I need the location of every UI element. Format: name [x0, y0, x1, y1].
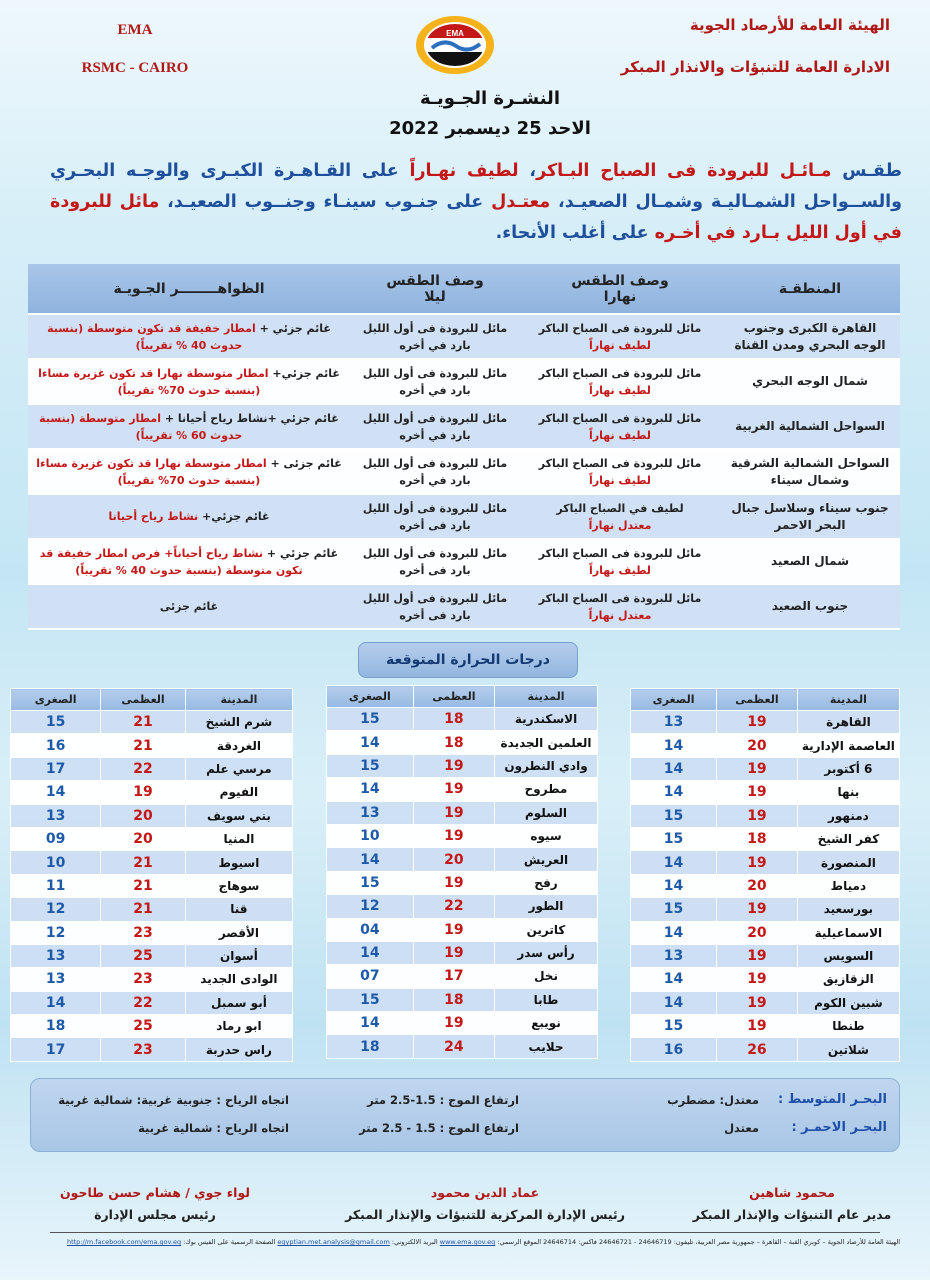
city-name: سوهاج	[185, 874, 292, 897]
max-temp: 19	[413, 1012, 494, 1035]
temp-row	[327, 754, 598, 777]
org-name: الهيئة العامة للأرصاد الجوية	[689, 16, 890, 34]
min-temp: 14	[631, 734, 717, 757]
city-name: رأس سدر	[495, 941, 598, 964]
max-temp: 19	[717, 781, 798, 804]
max-temp: 22	[101, 757, 186, 780]
temp-row	[327, 895, 598, 918]
max-temp: 19	[717, 757, 798, 780]
day-weather-cell: مائل للبرودة فى الصباح الباكر لطيف نهاراً	[520, 449, 720, 494]
min-temp: 15	[327, 871, 414, 894]
min-temp: 13	[327, 801, 414, 824]
max-temp: 21	[101, 734, 186, 757]
min-temp: 15	[631, 827, 717, 850]
max-temp: 25	[101, 1015, 186, 1038]
sea-row-red-sea	[31, 1117, 899, 1139]
city-name: كاترين	[495, 918, 598, 941]
max-temp: 25	[101, 944, 186, 967]
max-temp: 19	[413, 871, 494, 894]
day-weather-cell: لطيف في الصباح الباكر معتدل نهاراً	[520, 494, 720, 539]
min-temp: 14	[631, 851, 717, 874]
city-name: الفيوم	[185, 781, 292, 804]
wind-direction: اتجاه الرياح : جنوبية غربية: شمالية غربية	[58, 1093, 289, 1107]
night-weather-cell: مائل للبرودة فى أول الليل بارد في أخره	[350, 449, 520, 494]
city-name: مرسي علم	[185, 757, 292, 780]
city-name: نويبع	[495, 1012, 598, 1035]
facebook-link[interactable]: http://m.facebook.com/ema.gov.eg	[66, 1238, 182, 1246]
region-cell: جنوب سيناء وسلاسل جبال البحر الاحمر	[720, 494, 900, 539]
max-temp: 19	[413, 918, 494, 941]
col-min: الصغرى	[327, 686, 414, 708]
city-name: القاهرة	[797, 711, 899, 734]
sea-state-box	[30, 1078, 900, 1152]
phenomena-cell: غائم جزئي+ امطار متوسطة نهارا قد تكون غزيرة مساءا (بنسبة حدوث 70% تقريباً)	[28, 359, 350, 404]
city-name: الاسماعيلية	[797, 921, 899, 944]
max-temp: 19	[413, 778, 494, 801]
day-weather-cell: مائل للبرودة فى الصباح الباكر لطيف نهاراً	[520, 359, 720, 404]
temp-row	[11, 757, 293, 780]
city-name: كفر الشيخ	[797, 827, 899, 850]
max-temp: 21	[101, 851, 186, 874]
temp-row	[631, 781, 900, 804]
min-temp: 14	[631, 991, 717, 1014]
temp-row	[11, 921, 293, 944]
max-temp: 19	[413, 754, 494, 777]
forecast-row	[28, 404, 900, 449]
svg-text:EMA: EMA	[446, 29, 464, 38]
min-temp: 16	[631, 1038, 717, 1061]
temp-row	[11, 734, 293, 757]
min-temp: 14	[327, 848, 414, 871]
temp-row	[327, 824, 598, 847]
temps-table-left	[10, 688, 293, 1062]
city-name: أسوان	[185, 944, 292, 967]
min-temp: 14	[11, 991, 101, 1014]
max-temp: 19	[717, 968, 798, 991]
city-name: بورسعيد	[797, 898, 899, 921]
website-link[interactable]: www.ema.gov.eg	[439, 1238, 496, 1246]
forecast-row	[28, 494, 900, 539]
city-name: دمياط	[797, 874, 899, 897]
forecast-row	[28, 539, 900, 584]
city-name: مطروح	[495, 778, 598, 801]
min-temp: 13	[631, 944, 717, 967]
temp-row	[327, 731, 598, 754]
max-temp: 18	[413, 731, 494, 754]
max-temp: 20	[101, 804, 186, 827]
phenomena-cell: غائم جزئي + نشاط رياح أحياناً+ فرص امطار خفيفة قد تكون متوسطة (بنسبة حدوث 40 % تقريباً)	[28, 539, 350, 584]
temp-row	[11, 1015, 293, 1038]
temp-row	[327, 801, 598, 824]
sea-row-mediterranean	[31, 1089, 899, 1111]
city-name: الزقازيق	[797, 968, 899, 991]
city-name: العلمين الجديدة	[495, 731, 598, 754]
temp-row	[631, 757, 900, 780]
temp-row	[11, 874, 293, 897]
temp-row	[327, 941, 598, 964]
temp-row	[327, 871, 598, 894]
city-name: حلايب	[495, 1035, 598, 1058]
max-temp: 19	[101, 781, 186, 804]
temp-row	[631, 921, 900, 944]
forecast-row	[28, 359, 900, 404]
min-temp: 18	[327, 1035, 414, 1058]
min-temp: 09	[11, 827, 101, 850]
min-temp: 12	[327, 895, 414, 918]
night-weather-cell: مائل للبرودة فى أول الليل بارد فى أخره	[350, 494, 520, 539]
min-temp: 14	[327, 778, 414, 801]
min-temp: 14	[327, 731, 414, 754]
forecast-header-row	[28, 264, 900, 314]
max-temp: 18	[413, 708, 494, 731]
temp-row	[327, 708, 598, 731]
night-weather-cell: مائل للبرودة فى أول الليل بارد في أخره	[350, 404, 520, 449]
wave-height: ارتفاع الموج : 1.5 - 2.5 متر	[359, 1121, 519, 1135]
night-weather-cell: مائل للبرودة فى أول الليل بارد في أخره	[350, 314, 520, 359]
col-max: العظمى	[101, 689, 186, 711]
max-temp: 24	[413, 1035, 494, 1058]
city-name: قنا	[185, 898, 292, 921]
min-temp: 14	[327, 1012, 414, 1035]
min-temp: 11	[11, 874, 101, 897]
day-weather-cell: مائل للبرودة فى الصباح الباكر لطيف نهاراً	[520, 539, 720, 584]
min-temp: 14	[631, 874, 717, 897]
day-weather-cell: مائل للبرودة فى الصباح الباكر لطيف نهاراً	[520, 404, 720, 449]
max-temp: 21	[101, 874, 186, 897]
city-name: الطور	[495, 895, 598, 918]
forecast-row	[28, 314, 900, 359]
col-min: الصغرى	[631, 689, 717, 711]
temp-row	[631, 1015, 900, 1038]
org-department: الادارة العامة للتنبؤات والانذار المبكر	[620, 58, 890, 76]
min-temp: 16	[11, 734, 101, 757]
min-temp: 14	[631, 757, 717, 780]
col-day: وصف الطقس نهارا	[520, 264, 720, 314]
min-temp: 14	[11, 781, 101, 804]
region-cell: السواحل الشمالية الغربية	[720, 404, 900, 449]
night-weather-cell: مائل للبرودة فى أول الليل بارد فى أخره	[350, 584, 520, 629]
temp-row	[327, 848, 598, 871]
max-temp: 19	[717, 944, 798, 967]
max-temp: 22	[413, 895, 494, 918]
wave-height: ارتفاع الموج : 1.5-2.5 متر	[367, 1093, 519, 1107]
max-temp: 19	[717, 804, 798, 827]
city-name: طابا	[495, 988, 598, 1011]
temp-row	[11, 827, 293, 850]
weather-summary: طقـس مـائـل للبرودة فى الصباح البـاكر، لطيف نهـاراً على القـاهـرة الكبـرى والوجـه البحـري والســواحل الشمـاليـة وشمـال الصعيـد، معتـدل على جنـوب سينـاء وجنــوب الصعيـد، مائل للبرودة في أول الليل بـارد في أخـره على أغلب الأنحاء.	[50, 161, 903, 243]
temp-row	[631, 991, 900, 1014]
city-name: الاسكندرية	[495, 708, 598, 731]
max-temp: 19	[717, 898, 798, 921]
min-temp: 15	[11, 711, 101, 734]
min-temp: 12	[11, 921, 101, 944]
col-region: المنطقـة	[720, 264, 900, 314]
temp-row	[631, 851, 900, 874]
temp-row	[11, 804, 293, 827]
city-name: السلوم	[495, 801, 598, 824]
min-temp: 15	[631, 804, 717, 827]
day-weather-cell: مائل للبرودة فى الصباح الباكر لطيف نهاراً	[520, 314, 720, 359]
signature-forecast-director: محمود شاهين مدير عام التنبؤات والإنذار المبكر	[692, 1185, 892, 1222]
region-cell: شمال الصعيد	[720, 539, 900, 584]
max-temp: 19	[717, 711, 798, 734]
temp-row	[327, 918, 598, 941]
night-weather-cell: مائل للبرودة فى أول الليل بارد فى أخره	[350, 539, 520, 584]
temps-header-row	[11, 689, 293, 711]
min-temp: 17	[11, 757, 101, 780]
temp-row	[631, 874, 900, 897]
max-temp: 21	[101, 711, 186, 734]
max-temp: 26	[717, 1038, 798, 1061]
city-name: بني سويف	[185, 804, 292, 827]
max-temp: 19	[413, 801, 494, 824]
temperatures-title: درجات الحرارة المتوقعة	[358, 642, 578, 678]
max-temp: 19	[413, 941, 494, 964]
temp-row	[11, 711, 293, 734]
sea-name: البحـر الاحمـر :	[791, 1120, 887, 1135]
temp-row	[631, 944, 900, 967]
temp-row	[631, 827, 900, 850]
regional-forecast-table	[28, 264, 900, 630]
col-city: المدينة	[185, 689, 292, 711]
forecast-row	[28, 584, 900, 629]
max-temp: 22	[101, 991, 186, 1014]
min-temp: 15	[631, 898, 717, 921]
min-temp: 14	[631, 921, 717, 944]
city-name: أبو سمبل	[185, 991, 292, 1014]
max-temp: 23	[101, 921, 186, 944]
signature-chairman: لواء جوي / هشام حسن طاحون رئيس مجلس الإدارة	[59, 1185, 251, 1222]
min-temp: 10	[11, 851, 101, 874]
col-night: وصف الطقس ليلا	[350, 264, 520, 314]
night-weather-cell: مائل للبرودة فى أول الليل بارد في أخره	[350, 359, 520, 404]
col-city: المدينة	[495, 686, 598, 708]
max-temp: 20	[717, 921, 798, 944]
min-temp: 12	[11, 898, 101, 921]
max-temp: 19	[413, 824, 494, 847]
region-cell: السواحل الشمالية الشرقية وشمال سيناء	[720, 449, 900, 494]
max-temp: 23	[101, 1038, 186, 1061]
min-temp: 15	[631, 1015, 717, 1038]
city-name: بنها	[797, 781, 899, 804]
bulletin-date: الاحد 25 ديسمبر 2022	[389, 118, 591, 139]
region-cell: القاهرة الكبرى وجنوب الوجه البحري ومدن القناة	[720, 314, 900, 359]
city-name: العريش	[495, 848, 598, 871]
city-name: شلاتين	[797, 1038, 899, 1061]
temp-row	[327, 1035, 598, 1058]
city-name: طنطا	[797, 1015, 899, 1038]
min-temp: 15	[327, 988, 414, 1011]
temp-row	[631, 968, 900, 991]
temp-row	[631, 898, 900, 921]
phenomena-cell: غائم جزئي+ نشاط رياح أحيانا	[28, 494, 350, 539]
temp-row	[327, 988, 598, 1011]
wind-direction: اتجاه الرياح : شمالية غربية	[138, 1121, 289, 1135]
email-link[interactable]: egyptian.met.analysis@gmail.com	[277, 1238, 390, 1246]
city-name: رفح	[495, 871, 598, 894]
city-name: راس حدربة	[185, 1038, 292, 1061]
day-weather-cell: مائل للبرودة فى الصباح الباكر معتدل نهاراً	[520, 584, 720, 629]
min-temp: 07	[327, 965, 414, 988]
signature-central-director: عماد الدين محمود رئيس الإدارة المركزية للتنبؤات والإنذار المبكر	[345, 1185, 625, 1222]
temp-row	[327, 965, 598, 988]
min-temp: 13	[11, 944, 101, 967]
rsmc-label: RSMC - CAIRO	[81, 60, 189, 76]
phenomena-cell: غائم جزئي + امطار خفيفة قد تكون متوسطة (بنسبة حدوث 40 % تقريباً)	[28, 314, 350, 359]
min-temp: 10	[327, 824, 414, 847]
min-temp: 15	[327, 754, 414, 777]
sea-condition: معتدل	[724, 1121, 759, 1135]
temp-row	[631, 804, 900, 827]
min-temp: 13	[11, 968, 101, 991]
min-temp: 14	[327, 941, 414, 964]
max-temp: 21	[101, 898, 186, 921]
city-name: الأقصر	[185, 921, 292, 944]
max-temp: 18	[413, 988, 494, 1011]
col-phenomena: الظواهــــــــر الجـويـة	[28, 264, 350, 314]
temp-row	[631, 711, 900, 734]
temp-row	[631, 1038, 900, 1061]
region-cell: جنوب الصعيد	[720, 584, 900, 629]
city-name: وادي النطرون	[495, 754, 598, 777]
temp-row	[11, 991, 293, 1014]
city-name: المنصورة	[797, 851, 899, 874]
ema-logo	[414, 14, 496, 76]
ema-label: EMA	[117, 22, 153, 38]
sea-condition: معتدل: مضطرب	[667, 1093, 759, 1107]
col-city: المدينة	[797, 689, 899, 711]
city-name: نخل	[495, 965, 598, 988]
city-name: اسيوط	[185, 851, 292, 874]
max-temp: 20	[717, 874, 798, 897]
city-name: الغردقة	[185, 734, 292, 757]
region-cell: شمال الوجه البحري	[720, 359, 900, 404]
city-name: ابو رماد	[185, 1015, 292, 1038]
max-temp: 23	[101, 968, 186, 991]
max-temp: 19	[717, 1015, 798, 1038]
city-name: شرم الشيخ	[185, 711, 292, 734]
city-name: الوادى الجديد	[185, 968, 292, 991]
min-temp: 14	[631, 968, 717, 991]
min-temp: 13	[11, 804, 101, 827]
bulletin-title: النشـرة الجـويـة	[419, 88, 560, 109]
max-temp: 20	[413, 848, 494, 871]
temp-row	[11, 1038, 293, 1061]
city-name: شبين الكوم	[797, 991, 899, 1014]
min-temp: 18	[11, 1015, 101, 1038]
min-temp: 15	[327, 708, 414, 731]
city-name: المنيا	[185, 827, 292, 850]
max-temp: 19	[717, 991, 798, 1014]
max-temp: 20	[101, 827, 186, 850]
forecast-row	[28, 449, 900, 494]
temps-table-right	[630, 688, 900, 1062]
temp-row	[11, 968, 293, 991]
temp-row	[11, 898, 293, 921]
city-name: دمنهور	[797, 804, 899, 827]
city-name: السويس	[797, 944, 899, 967]
min-temp: 14	[631, 781, 717, 804]
temp-row	[327, 778, 598, 801]
temps-header-row	[327, 686, 598, 708]
city-name: سيوه	[495, 824, 598, 847]
max-temp: 20	[717, 734, 798, 757]
phenomena-cell: غائم جزئى	[28, 584, 350, 629]
temp-row	[11, 851, 293, 874]
sea-name: البحـر المتوسط :	[777, 1092, 887, 1107]
city-name: العاصمة الإدارية	[797, 734, 899, 757]
footer-divider	[50, 1232, 880, 1233]
min-temp: 17	[11, 1038, 101, 1061]
city-name: 6 أكتوبر	[797, 757, 899, 780]
phenomena-cell: غائم جزئى + امطار متوسطة نهارا قد تكون غزيرة مساءا (بنسبة حدوث 70% تقريباً)	[28, 449, 350, 494]
temp-row	[631, 734, 900, 757]
col-min: الصغرى	[11, 689, 101, 711]
col-max: العظمى	[717, 689, 798, 711]
temp-row	[327, 1012, 598, 1035]
temp-row	[11, 944, 293, 967]
max-temp: 17	[413, 965, 494, 988]
footer-contact: الهيئة العامة للأرصاد الجوية – كوبري القبة – القاهرة – جمهورية مصر العربية، تليفون: 24646719 - 24646721 فاكس: 24646714 الموقع الرسمي: www.ema.gov.eg البريد الالكتروني: egyptian.met.analysis@gmail.com الصفحة الرسمية على الفيس بوك: http://m.facebook.com/ema.gov.eg	[66, 1238, 900, 1246]
temps-table-middle	[326, 685, 598, 1059]
max-temp: 18	[717, 827, 798, 850]
col-max: العظمى	[413, 686, 494, 708]
max-temp: 19	[717, 851, 798, 874]
temps-header-row	[631, 689, 900, 711]
min-temp: 04	[327, 918, 414, 941]
phenomena-cell: غائم جزئي +نشاط رياح أحيانا + امطار متوسطة (بنسبة حدوث 60 % تقريباً)	[28, 404, 350, 449]
temp-row	[11, 781, 293, 804]
min-temp: 13	[631, 711, 717, 734]
